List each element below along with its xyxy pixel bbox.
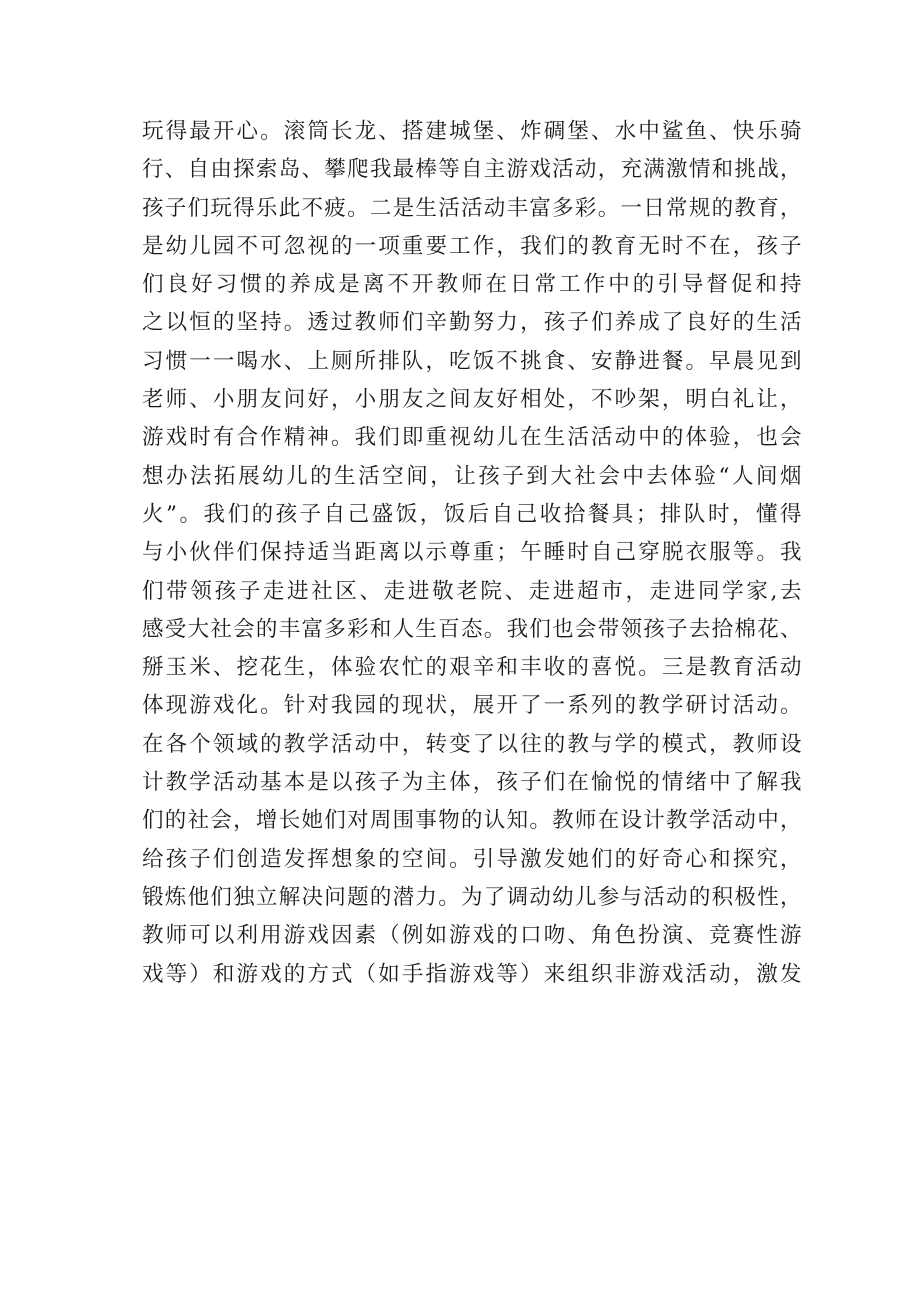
text-line: 们良好习惯的养成是离不开教师在日常工作中的引导督促和持 bbox=[142, 272, 802, 298]
text-line: 给孩子们创造发挥想象的空间。引导激发她们的好奇心和探究， bbox=[142, 846, 802, 872]
text-line: 在各个领域的教学活动中，转变了以往的教与学的模式，教师设 bbox=[142, 731, 802, 757]
text-line: 锻炼他们独立解决问题的潜力。为了调动幼儿参与活动的积极性， bbox=[142, 884, 802, 910]
text-line: 教师可以利用游戏因素（例如游戏的口吻、角色扮演、竞赛性游 bbox=[142, 923, 802, 949]
text-line: 火”。我们的孩子自己盛饭，饭后自己收拾餐具；排队时，懂得 bbox=[142, 501, 802, 527]
text-line: 掰玉米、挖花生，体验农忙的艰辛和丰收的喜悦。三是教育活动 bbox=[142, 655, 802, 681]
text-line: 戏等）和游戏的方式（如手指游戏等）来组织非游戏活动，激发 bbox=[142, 961, 802, 987]
text-line: 游戏时有合作精神。我们即重视幼儿在生活活动中的体验，也会 bbox=[142, 425, 802, 451]
text-line: 们的社会，增长她们对周围事物的认知。教师在设计教学活动中， bbox=[142, 808, 802, 834]
body-paragraph bbox=[142, 113, 802, 994]
text-line: 习惯一一喝水、上厕所排队，吃饭不挑食、安静进餐。早晨见到 bbox=[142, 348, 802, 374]
text-line: 感受大社会的丰富多彩和人生百态。我们也会带领孩子去拾棉花、 bbox=[142, 616, 802, 642]
text-line: 想办法拓展幼儿的生活空间，让孩子到大社会中去体验“人间烟 bbox=[142, 463, 802, 489]
text-line: 孩子们玩得乐此不疲。二是生活活动丰富多彩。一日常规的教育， bbox=[142, 195, 802, 221]
text-line: 老师、小朋友问好，小朋友之间友好相处，不吵架，明白礼让， bbox=[142, 387, 802, 413]
text-line: 之以恒的坚持。透过教师们辛勤努力，孩子们养成了良好的生活 bbox=[142, 310, 802, 336]
text-line: 是幼儿园不可忽视的一项重要工作，我们的教育无时不在，孩子 bbox=[142, 233, 802, 259]
text-line: 行、自由探索岛、攀爬我最棒等自主游戏活动，充满激情和挑战， bbox=[142, 157, 802, 183]
text-line: 体现游戏化。针对我园的现状，展开了一系列的教学研讨活动。 bbox=[142, 693, 802, 719]
text-line: 计教学活动基本是以孩子为主体，孩子们在愉悦的情绪中了解我 bbox=[142, 770, 802, 796]
text-line: 们带领孩子走进社区、走进敬老院、走进超市，走进同学家,去 bbox=[142, 578, 802, 604]
text-line: 与小伙伴们保持适当距离以示尊重；午睡时自己穿脱衣服等。我 bbox=[142, 540, 802, 566]
text-line: 玩得最开心。滚筒长龙、搭建城堡、炸碉堡、水中鲨鱼、快乐骑 bbox=[142, 119, 802, 144]
